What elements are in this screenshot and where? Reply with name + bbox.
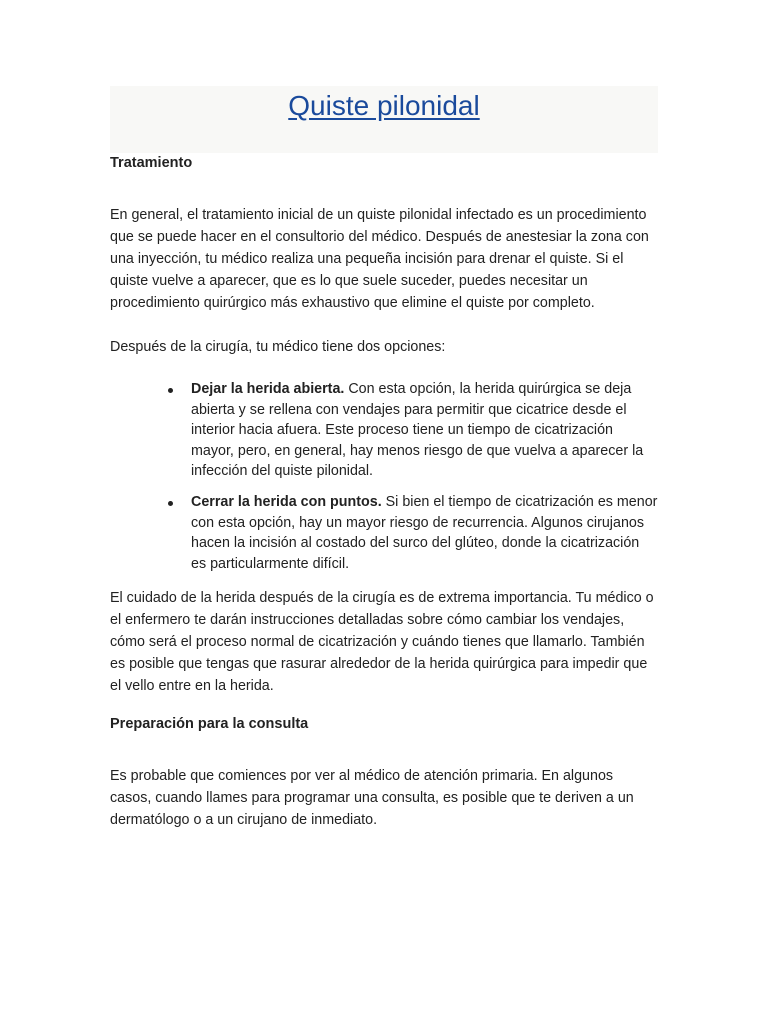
options-list	[110, 379, 658, 574]
option-2-text: Si bien el tiempo de cicatrización es menor con esta opción, hay un mayor riesgo de recurrencia. Algunos cirujanos hacen la incisión al costado del surco del glúteo, donde la cicatrización es particularmente difícil.	[191, 493, 658, 572]
treatment-heading: Tratamiento	[110, 155, 193, 171]
option-1-text: Con esta opción, la herida quirúrgica se deja abierta y se rellena con vendajes para permitir que cicatrice desde el interior hacia afuera. Este proceso tiene un tiempo de cicatrización mayor, pero, en general, hay menos riesgo de que vuelva a aparecer la infección del quiste pilonidal.	[191, 381, 644, 480]
title-band	[110, 86, 658, 153]
treatment-paragraph-3: El cuidado de la herida después de la cirugía es de extrema importancia. Tu médico o el enfermero te darán instrucciones detalladas sobre cómo cambiar los vendajes, cómo será el proceso normal de cicatrización y cuándo tienes que llamarlo. También es posible que tengas que rasurar alrededor de la herida quirúrgica para impedir que el vello entre en la herida.	[110, 590, 654, 695]
treatment-paragraph-2: Después de la cirugía, tu médico tiene dos opciones:	[110, 339, 446, 355]
preparation-paragraph-1: Es probable que comiences por ver al médico de atención primaria. En algunos casos, cuando llames para programar una consulta, es posible que te deriven a un dermatólogo o a un cirujano de inmediato.	[110, 768, 634, 829]
list-item	[191, 492, 658, 574]
option-1-bold: Dejar la herida abierta.	[191, 381, 345, 397]
treatment-paragraph-1: En general, el tratamiento inicial de un quiste pilonidal infectado es un procedimiento que se puede hacer en el consultorio del médico. Después de anestesiar la zona con una inyección, tu médico realiza una pequeña incisión para drenar el quiste. Si el quiste vuelve a aparecer, que es lo que suele suceder, puedes necesitar un procedimiento quirúrgico más exhaustivo que elimine el quiste por completo.	[110, 207, 649, 311]
option-2-bold: Cerrar la herida con puntos.	[191, 493, 382, 510]
document-page	[110, 86, 658, 831]
page-title-link[interactable]: Quiste pilonidal	[288, 90, 480, 121]
preparation-heading: Preparación para la consulta	[110, 716, 309, 733]
list-item	[191, 379, 658, 482]
